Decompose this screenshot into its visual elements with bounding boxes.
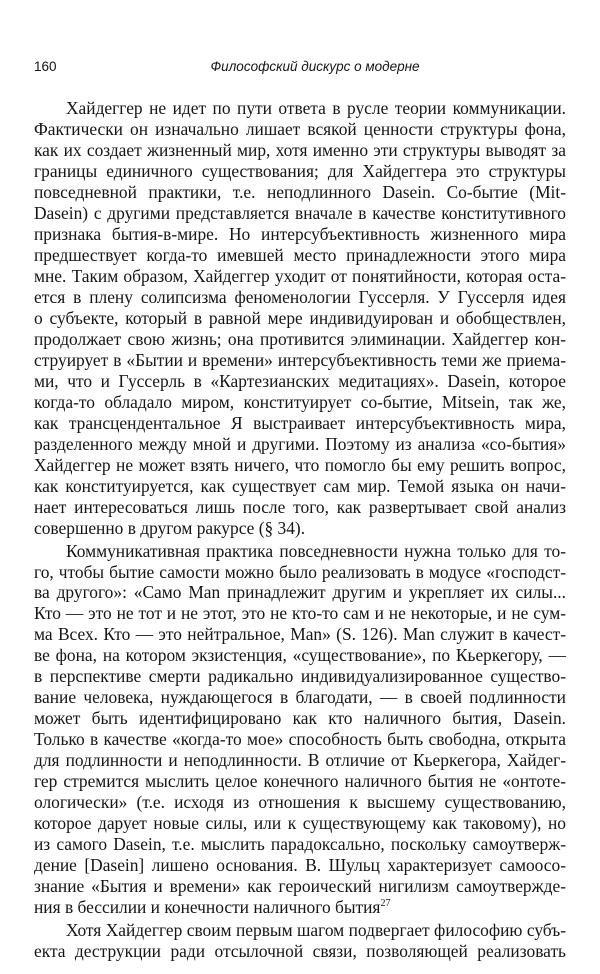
text-line: для подлинности и неподлинности. В отличие от Кьеркегора, Хайдег- [34, 750, 566, 771]
text-line: ется в плену солипсизма феноменологии Гуссерля. У Гуссерля идея [34, 286, 566, 307]
text-line: совершенно в другом ракурсе (§ 34). [34, 517, 306, 538]
text-line: может быть идентифицировано как кто наличного бытия, Dasein. [34, 708, 566, 729]
text-line: разделенного между мной и другими. Поэтому из анализа «со-бытия» [34, 433, 566, 454]
text-line: которое дарует новые силы, или к существующему как таковому), но [34, 813, 566, 834]
text-line: о субъекте, который в равной мере индивидуирован и обобществлен, [34, 307, 566, 328]
text-line: Только в качестве «когда-то мое» способность быть свободна, открыта [34, 729, 566, 750]
text-line: го, чтобы бытие самости можно было реализовать в модусе «господст- [34, 561, 566, 582]
text-line: нает интересоваться лишь после того, как развертывает свой анализ [34, 496, 566, 517]
text-line: признака бытия-в-мире. Но интерсубъективность жизненного мира [34, 223, 566, 244]
text-line: как их создает жизненный мир, хотя именно эти структуры выводят за [34, 140, 566, 160]
text-line: предшествует когда-то имевшей место принадлежности этого мира [34, 244, 566, 265]
text-line: в перспективе смерти радикально индивидуализированное существо- [34, 666, 566, 687]
text-line: границы единичного существования; для Хайдеггера это структуры [34, 160, 566, 181]
text-line-content: ния в бессилии и конечности наличного бытия [34, 897, 381, 918]
text-line: дение [Dasein] лишено основания. В. Шульц характеризует самоосо- [34, 855, 566, 876]
text-line: Хайдеггер не идет по пути ответа в русле теории коммуникации. [66, 98, 566, 118]
running-title: Философский дискурс о модерне [210, 59, 420, 74]
text-line: Хотя Хайдеггер своим первым шагом подвергает философию субъ- [66, 920, 566, 940]
text-line: ологически» (т.е. исходя из отношения к высшему существованию, [34, 792, 566, 813]
text-line: продолжает свою жизнь; она противится элиминации. Хайдеггер кон- [34, 328, 566, 349]
text-line: Dasein) с другими представляется вначале в качестве конститутивного [34, 202, 566, 223]
page-header [34, 58, 566, 76]
text-line: мне. Таким образом, Хайдеггер уходит от понятийности, которая оста- [34, 265, 566, 286]
text-line: из самого Dasein, т.е. мыслить парадоксально, поскольку самоутверж- [34, 834, 566, 855]
page-number: 160 [34, 59, 57, 74]
text-line: когда-то обладало миром, конституирует со-бытие, Mitsein, так же, [34, 391, 566, 412]
text-line: знание «Бытия и времени» как героический нигилизм самоутвержде- [34, 876, 566, 897]
text-line: вание человека, нуждающегося в благодати, — в своей подлинности [34, 687, 566, 708]
text-line: Кто — это не тот и не этот, это не кто-то сам и не некоторые, и не сум- [34, 603, 566, 624]
text-line: Фактически он изначально лишает всякой ценности структуры фона, [34, 119, 566, 139]
text-line: струирует в «Бытии и времени» интерсубъективность теми же приема- [34, 349, 566, 370]
text-line: ми, что и Гуссерль в «Картезианских медитациях». Dasein, которое [34, 370, 566, 391]
footnote-reference[interactable]: 27 [380, 898, 391, 910]
text-line: Коммуникативная практика повседневности нужна только для то- [66, 540, 566, 561]
text-line: гер стремится мыслить целое конечного наличного бытия не «онтоте- [34, 771, 566, 792]
text-line: ва другого»: «Само Man принадлежит другим и укрепляет их силы... [34, 582, 566, 603]
text-line: как трансцендентальное Я выстраивает интерсубъективность мира, [34, 412, 566, 433]
text-line: Хайдеггер не может взять ничего, что помогло бы ему решить вопрос, [34, 454, 566, 475]
text-line: как конституируется, как существует сам мир. Темой языка он начи- [34, 475, 566, 496]
text-line [34, 897, 566, 918]
text-line: екта деструкции ради отсылочной связи, позволяющей реализовать [34, 941, 566, 961]
text-line: ма Всех. Кто — это нейтральное, Man» (S. 126). Man служит в качест- [34, 624, 566, 645]
text-line: ве фона, на котором экзистенция, «существование», по Кьеркегору, — [34, 645, 566, 666]
text-line: повседневной практики, т.е. неподлинного Dasein. Со-бытие (Mit- [34, 181, 566, 202]
